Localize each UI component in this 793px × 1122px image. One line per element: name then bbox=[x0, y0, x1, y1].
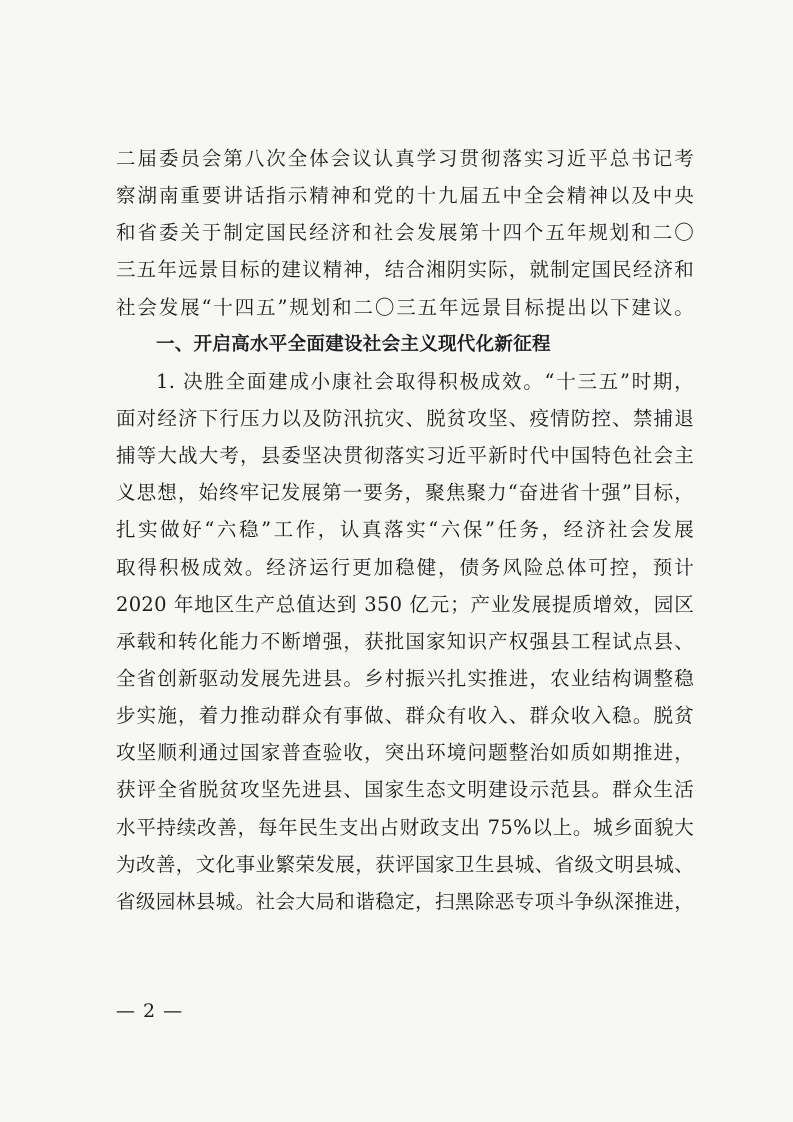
paragraph-line: 捕等大战大考，县委坚决贯彻落实习近平新时代中国特色社会主 bbox=[116, 444, 694, 468]
paragraph-line: 为改善，文化事业繁荣发展，获评国家卫生县城、省级文明县城、 bbox=[116, 852, 694, 876]
paragraph-line: 步实施，着力推动群众有事做、群众有收入、群众收入稳。脱贫 bbox=[116, 704, 694, 728]
paragraph-line: 扎实做好“六稳”工作，认真落实“六保”任务，经济社会发展 bbox=[116, 518, 694, 542]
paragraph-line: 攻坚顺利通过国家普查验收，突出环境问题整治如质如期推进， bbox=[116, 741, 694, 765]
body-text bbox=[116, 140, 694, 920]
paragraph-line: 全省创新驱动发展先进县。乡村振兴扎实推进，农业结构调整稳 bbox=[116, 666, 694, 690]
paragraph-line: 水平持续改善，每年民生支出占财政支出 75%以上。城乡面貌大 bbox=[116, 815, 694, 839]
page-number: — 2 — bbox=[116, 1000, 184, 1022]
paragraph-line: 面对经济下行压力以及防汛抗灾、脱贫攻坚、疫情防控、禁捕退 bbox=[116, 406, 694, 430]
paragraph-line: 义思想，始终牢记发展第一要务，聚焦聚力“奋进省十强”目标， bbox=[116, 481, 694, 505]
paragraph-line: 三五年远景目标的建议精神，结合湘阴实际，就制定国民经济和 bbox=[116, 258, 694, 282]
paragraph-line: 1. 决胜全面建成小康社会取得积极成效。“十三五”时期， bbox=[156, 369, 694, 393]
paragraph-line: 察湖南重要讲话指示精神和党的十九届五中全会精神以及中央 bbox=[116, 184, 694, 208]
paragraph-line: 和省委关于制定国民经济和社会发展第十四个五年规划和二〇 bbox=[116, 221, 694, 245]
paragraph-line: 省级园林县城。社会大局和谐稳定，扫黑除恶专项斗争纵深推进， bbox=[116, 889, 694, 913]
paragraph-line: 取得积极成效。经济运行更加稳健，债务风险总体可控，预计 bbox=[116, 555, 694, 579]
paragraph-line: 社会发展“十四五”规划和二〇三五年远景目标提出以下建议。 bbox=[116, 295, 694, 319]
paragraph-line: 二届委员会第八次全体会议认真学习贯彻落实习近平总书记考 bbox=[116, 147, 694, 170]
paragraph-line: 获评全省脱贫攻坚先进县、国家生态文明建设示范县。群众生活 bbox=[116, 778, 694, 802]
section-heading: 一、开启高水平全面建设社会主义现代化新征程 bbox=[156, 333, 551, 355]
paragraph-line: 2020 年地区生产总值达到 350 亿元；产业发展提质增效，园区 bbox=[116, 592, 694, 616]
paragraph-line: 承载和转化能力不断增强，获批国家知识产权强县工程试点县、 bbox=[116, 629, 694, 653]
